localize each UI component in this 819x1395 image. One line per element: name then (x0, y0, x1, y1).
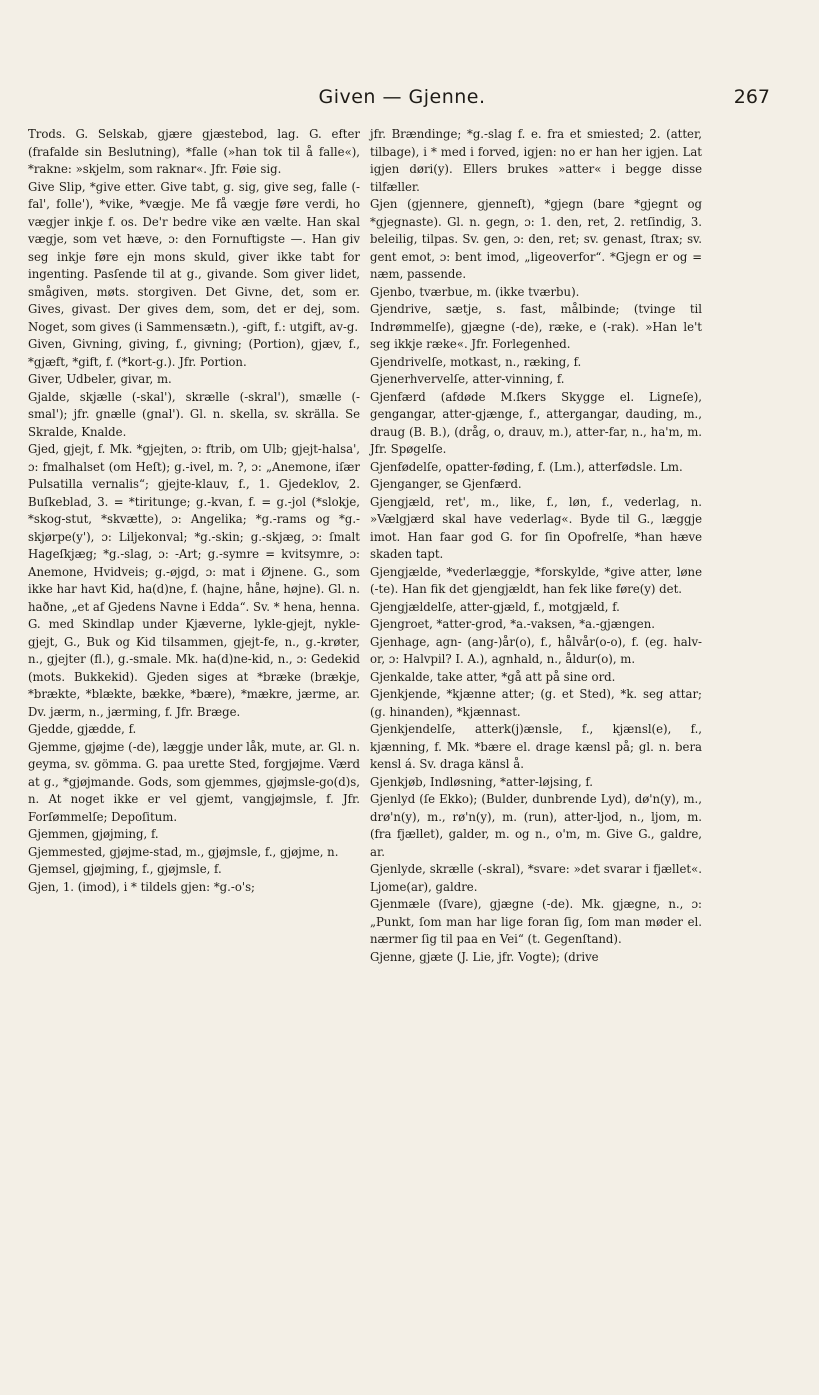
dictionary-entry: jfr. Brændinge; *g.-slag f. e. fra et smiested; 2. (atter, tilbage), i * med i forved, igjen: no er han her igjen. Lat igjen døri(y). Ellers brukes »atter« i begge disse tilfæller. (370, 127, 702, 194)
dictionary-entry: Gjenlyde, skrælle (-skral), *svare: »det svarar i fjællet«. Ljome(ar), galdre. (370, 862, 702, 894)
dictionary-entry: Gjengjældelſe, atter-gjæld, f., motgjæld, f. (370, 599, 620, 614)
dictionary-entry: Gjemmen, gjøjming, f. (28, 827, 159, 841)
dictionary-entry: Giver, Udbeler, givar, m. (28, 372, 172, 386)
dictionary-entry: Gjengjæld, ret', m., like, f., løn, f., vederlag, n. »Vælgjærd skal have vederlag«. Byde til G., læggje imot. Han faar god G. for ſin Opofrelſe, *han hæve skaden tapt. (370, 494, 702, 561)
dictionary-entry: Gjalde, skjælle (-skal'), skrælle (-skral'), smælle (-smal'); jfr. gnælle (gnal'). Gl. n. skella, sv. skrälla. Se Skralde, Knalde. (28, 389, 360, 439)
left-column (28, 126, 360, 896)
dictionary-entry: Give Slip, *give etter. Give tabt, g. sig, give seg, falle (-fal', folle'), *vike, *vægje. Me få vægje føre verdi, ho vægjer inkje f. os. De'r bedre vike æn vælte. Han skal vægje, som vet hæve, ɔ: den Fornuftigste —. Han giv seg inkje føre ejn mons skuld, giver ikke tabt for ingenting. Pasſende til at g., givande. Som giver lidet, smågiven, møts. storgiven. Det Givne, det, som er. Gives, givast. Der gives dem, som, det er dej, som. Noget, som gives (i Sammensætn.), -gift, f.: utgift, av-g. (28, 179, 360, 334)
dictionary-entry: Gjenlyd (ſe Ekko); (Bulder, dunbrende Lyd), dø'n(y), m., drø'n(y), m., rø'n(y), m. (run), atter-ljod, n., ljom, m. (fra fjællet), galder, m. og n., o'm, m. Give G., galdre, ar. (370, 792, 702, 859)
page-title: Given — Gjenne. (318, 86, 486, 108)
dictionary-entry: Gjed, gjejt, f. Mk. *gjejten, ɔ: ftrib, om Ulb; gjejt-halsa', ɔ: fmalhalset (om Heſt); g.-ivel, m. ?, ɔ: „Anemone, iſær Pulsatilla vernalis“; gjejte-klauv, f., 1. Gjedeklov, 2. Buſkeblad, 3. = *tiritunge; g.-kvan, f. = g.-jol (*slokje, *skog-stut, *skvætte), ɔ: Angelika; *g.-rams og *g.-skjørpe(y'), ɔ: Liljekonval; *g.-skin; g.-skjæg, ɔ: ſmalt Hageſkjæg; *g.-slag, ɔ: -Art; g.-symre = kvitsymre, ɔ: Anemone, Hvidveis; g.-øjgd, ɔ: mat i Øjnene. G., som ikke har havt Kid, ha(d)ne, f. (hajne, håne, højne). Gl. n. haðne, „et af Gjedens Navne i Edda“. Sv. * hena, henna. G. med Skindlap under Kjæverne, lykle-gjejt, nykle-gjejt, G., Buk og Kid tilsammen, gjejt-fe, n., g.-krøter, n., gjejter (fl.), g.-smale. Mk. ha(d)ne-kid, n., ɔ: Gedekid (mots. Bukkekid). Gjeden siges at *bræke (brækje, *brækte, *blækte, bække, *bære), *mækre, jærme, ar. Dv. jærm, n., jærming, f. Jfr. Bræge. (28, 442, 360, 719)
dictionary-entry: Gjenhage, agn- (ang-)år(o), f., hålvår(o-o), f. (eg. halv-or, ɔ: Halvpil? I. A.), agnhald, n., åldur(o), m. (370, 634, 702, 666)
dictionary-entry: Gjengjælde, *vederlæggje, *forskylde, *give atter, løne (-te). Han fik det gjengjældt, han fek like føre(y) det. (370, 564, 702, 596)
dictionary-entry: Gjenfødelſe, opatter-føding, f. (Lm.), atterfødsle. Lm. (370, 459, 683, 474)
dictionary-entry: Gjenkjendelſe, atterk(j)ænsle, f., kjænsl(e), f., kjænning, f. Mk. *bære el. drage kænsl på; gl. n. bera kensl á. Sv. draga känsl å. (370, 722, 702, 771)
dictionary-entry: Gjenerhvervelſe, atter-vinning, f. (370, 372, 565, 386)
running-header (34, 86, 770, 120)
dictionary-entry: Gjenne, gjæte (J. Lie, jfr. Vogte); (drive (370, 949, 599, 964)
dictionary-entry: Gjedde, gjædde, f. (28, 722, 137, 736)
dictionary-entry: Gjenbo, tværbue, m. (ikke tværbu). (370, 284, 580, 299)
dictionary-entry: Gjendrivelſe, motkast, n., ræking, f. (370, 354, 582, 369)
dictionary-entry: Gjenfærd (afdøde M.ſkers Skygge el. Ligneſe), gengangar, atter-gjænge, f., attergangar, dauding, m., draug (B. B.), (dråg, o, drauv, m.), atter-far, n., ha'm, m. Jfr. Spøgelſe. (370, 389, 702, 456)
right-column (370, 126, 702, 966)
dictionary-entry: Gjenganger, se Gjenfærd. (370, 477, 522, 491)
dictionary-entry: Gjenmæle (ſvare), gjægne (-de). Mk. gjægne, n., ɔ: „Punkt, ſom man har lige foran ſig, ſom man møder el. nærmer ſig til paa en Vei“ (t. Gegenſtand). (370, 897, 702, 946)
dictionary-entry: Gjenkjøb, Indløsning, *atter-løjsing, f. (370, 774, 594, 789)
dictionary-entry: Gjemmested, gjøjme-stad, m., gjøjmsle, f., gjøjme, n. (28, 844, 339, 859)
dictionary-entry: Gjenkjende, *kjænne atter; (g. et Sted), *k. seg attar; (g. hinanden), *kjænnast. (370, 687, 702, 719)
dictionary-entry: Gjemsel, gjøjming, f., gjøjmsle, f. (28, 862, 222, 876)
dictionary-entry: Given, Givning, giving, f., givning; (Portion), gjæv, f., *gjæft, *gift, f. (*kort-g.). Jfr. Portion. (28, 337, 360, 369)
dictionary-entry: Gjen (gjennere, gjenneſt), *gjegn (bare *gjegnt og *gjegnaste). Gl. n. gegn, ɔ: 1. den, ret, 2. retſindig, 3. beleilig, tilpas. Sv. gen, ɔ: den, ret; sv. genast, ſtrax; sv. gent emot, ɔ: bent imod, „ligeoverfor“. *Gjegn er og = næm, passende. (370, 197, 702, 281)
dictionary-entry: Gjengroet, *atter-grod, *a.-vaksen, *a.-gjængen. (370, 617, 655, 631)
dictionary-entry: Gjenkalde, take atter, *gå att på sine ord. (370, 669, 616, 684)
dictionary-entry: Gjemme, gjøjme (-de), læggje under låk, mute, ar. Gl. n. geyma, sv. gömma. G. paa urette Sted, forgjøjme. Værd at g., *gjøjmande. Gods, som gjemmes, gjøjmsle-go(d)s, n. At noget ikke er vel gjemt, vangjøjmsle, f. Jfr. Forſømmelſe; Depoſitum. (28, 739, 360, 824)
dictionary-entry: Gjendrive, sætje, s. fast, målbinde; (tvinge til Indrømmelſe), gjægne (-de), ræke, e (-rak). »Han le't seg ikkje ræke«. Jfr. Forlegenhed. (370, 302, 702, 351)
dictionary-entry: Trods. G. Selskab, gjære gjæstebod, lag. G. efter (frafalde sin Beslutning), *falle (»han tok til å falle«), *rakne: »skjelm, som raknar«. Jfr. Føie sig. (28, 127, 360, 176)
page-number: 267 (733, 86, 770, 108)
dictionary-entry: Gjen, 1. (imod), i * tildels gjen: *g.-o's; (28, 879, 255, 894)
